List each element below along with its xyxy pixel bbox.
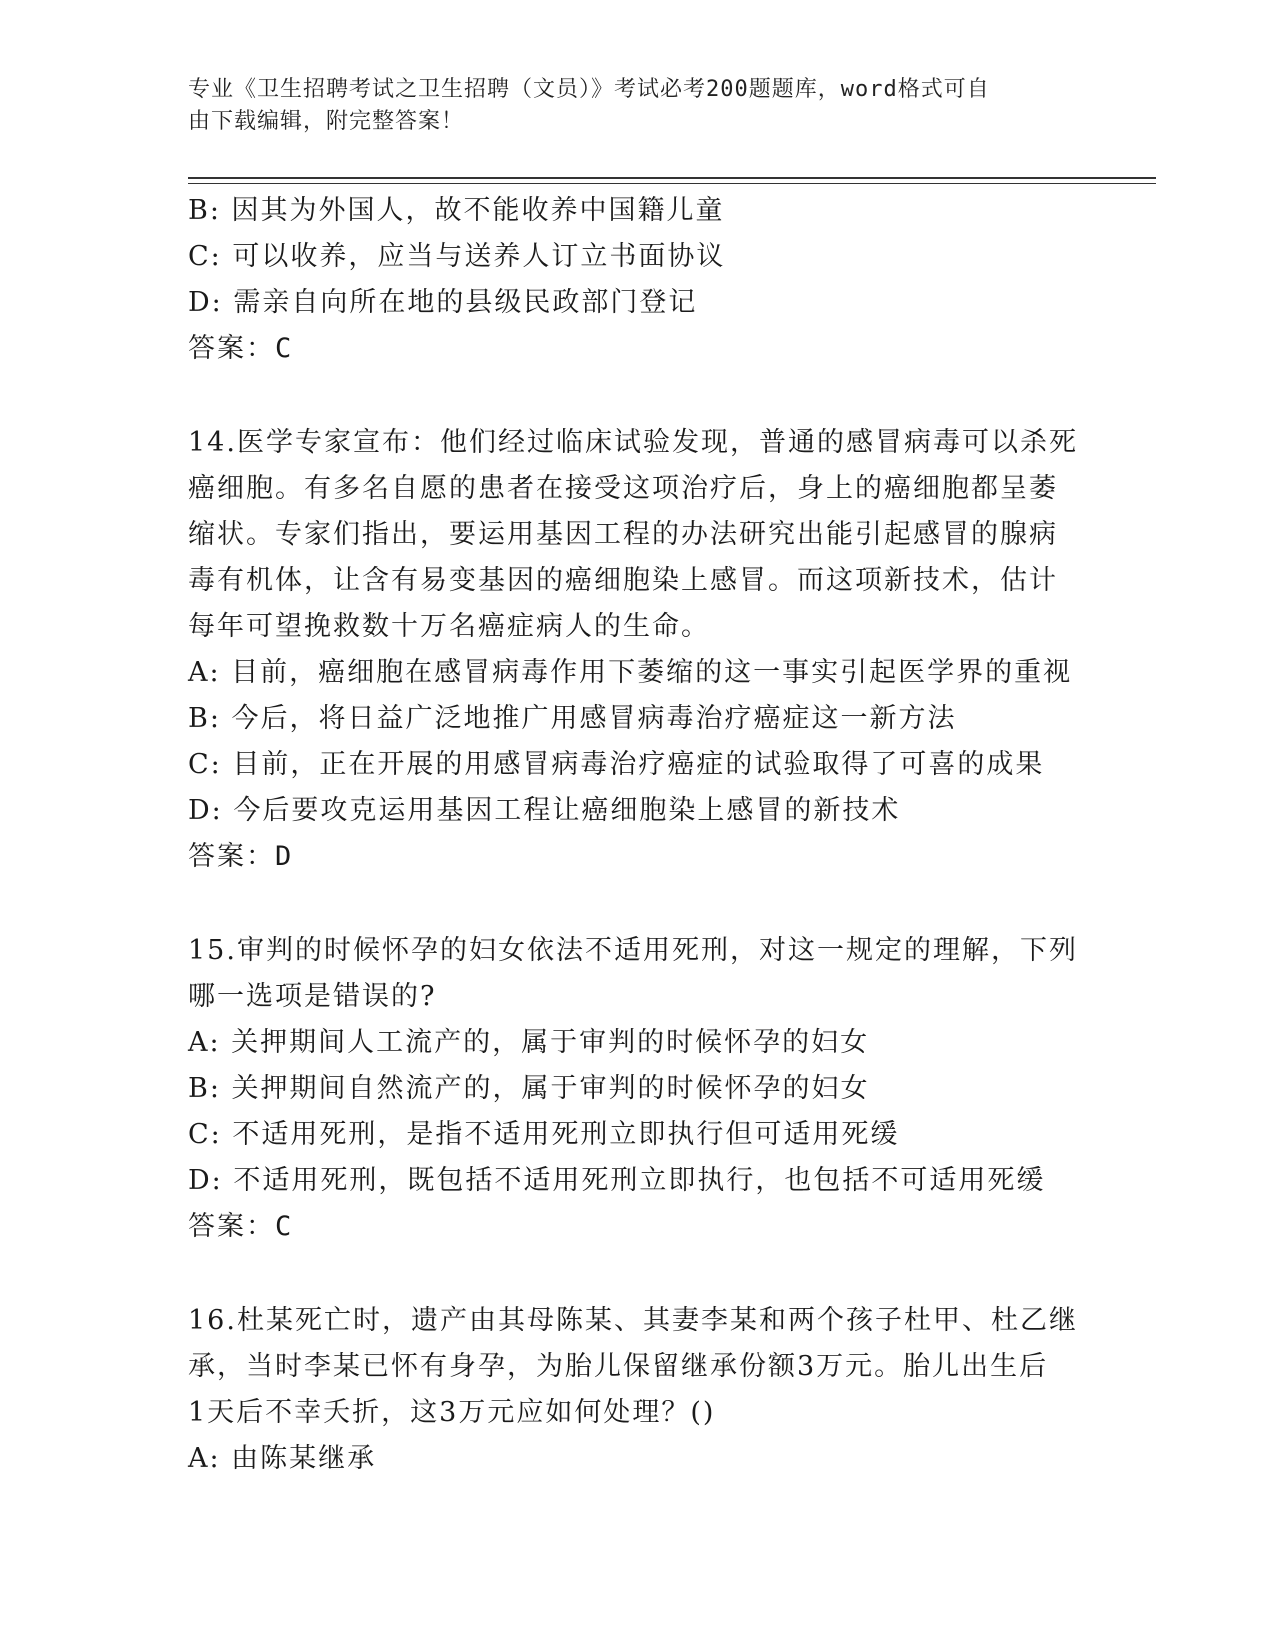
option-c: C: 不适用死刑，是指不适用死刑立即执行但可适用死缓 (188, 1119, 900, 1150)
question-15 (188, 928, 1088, 1250)
question-16 (188, 1298, 1088, 1482)
header-line-1: 专业《卫生招聘考试之卫生招聘（文员）》考试必考200题题库，word格式可自 (188, 77, 990, 102)
answer-label: 答案： (188, 1211, 275, 1242)
option-d: D: 今后要攻克运用基因工程让癌细胞染上感冒的新技术 (188, 795, 901, 826)
answer-line (188, 1204, 1088, 1250)
option-a: A: 由陈某继承 (188, 1443, 377, 1474)
question-text-line: 15.审判的时候怀孕的妇女依法不适用死刑，对这一规定的理解，下列 (188, 935, 1078, 966)
document-header (188, 74, 1068, 138)
question-14 (188, 420, 1088, 880)
question-text-line: 16.杜某死亡时，遗产由其母陈某、其妻李某和两个孩子杜甲、杜乙继 (188, 1305, 1078, 1336)
option-c: C: 可以收养，应当与送养人订立书面协议 (188, 241, 726, 272)
option-d: D: 不适用死刑，既包括不适用死刑立即执行，也包括不可适用死缓 (188, 1165, 1046, 1196)
question-text-line: 癌细胞。有多名自愿的患者在接受这项治疗后，身上的癌细胞都呈萎 (188, 473, 1058, 504)
question-text-line: 哪一选项是错误的? (188, 981, 437, 1012)
question-13-tail (188, 188, 1088, 372)
answer-line (188, 326, 1088, 372)
question-text-line: 每年可望挽救数十万名癌症病人的生命。 (188, 611, 710, 642)
option-b: B: 关押期间自然流产的，属于审判的时候怀孕的妇女 (188, 1073, 870, 1104)
spacer (188, 1250, 1088, 1298)
option-a: A: 目前，癌细胞在感冒病毒作用下萎缩的这一事实引起医学界的重视 (188, 657, 1073, 688)
answer-value: C (275, 333, 294, 364)
spacer (188, 372, 1088, 420)
question-text-line: 缩状。专家们指出，要运用基因工程的办法研究出能引起感冒的腺病 (188, 519, 1058, 550)
header-line-2: 由下载编辑，附完整答案！ (188, 109, 465, 134)
question-text-line: 承，当时李某已怀有身孕，为胎儿保留继承份额3万元。胎儿出生后 (188, 1351, 1049, 1382)
answer-line (188, 834, 1088, 880)
header-divider-thick (188, 177, 1156, 179)
answer-value: D (275, 841, 294, 872)
answer-label: 答案： (188, 333, 275, 364)
question-text-line: 毒有机体，让含有易变基因的癌细胞染上感冒。而这项新技术，估计 (188, 565, 1058, 596)
answer-value: C (275, 1211, 294, 1242)
header-divider-thin (188, 183, 1156, 184)
option-a: A: 关押期间人工流产的，属于审判的时候怀孕的妇女 (188, 1027, 870, 1058)
question-text-line: 1天后不幸夭折，这3万元应如何处理？() (188, 1397, 716, 1428)
option-c: C: 目前，正在开展的用感冒病毒治疗癌症的试验取得了可喜的成果 (188, 749, 1045, 780)
option-b: B: 今后，将日益广泛地推广用感冒病毒治疗癌症这一新方法 (188, 703, 957, 734)
spacer (188, 880, 1088, 928)
option-b: B: 因其为外国人，故不能收养中国籍儿童 (188, 195, 725, 226)
question-list (188, 188, 1088, 1482)
option-d: D: 需亲自向所在地的县级民政部门登记 (188, 287, 698, 318)
question-text-line: 14.医学专家宣布：他们经过临床试验发现，普通的感冒病毒可以杀死 (188, 427, 1078, 458)
answer-label: 答案： (188, 841, 275, 872)
